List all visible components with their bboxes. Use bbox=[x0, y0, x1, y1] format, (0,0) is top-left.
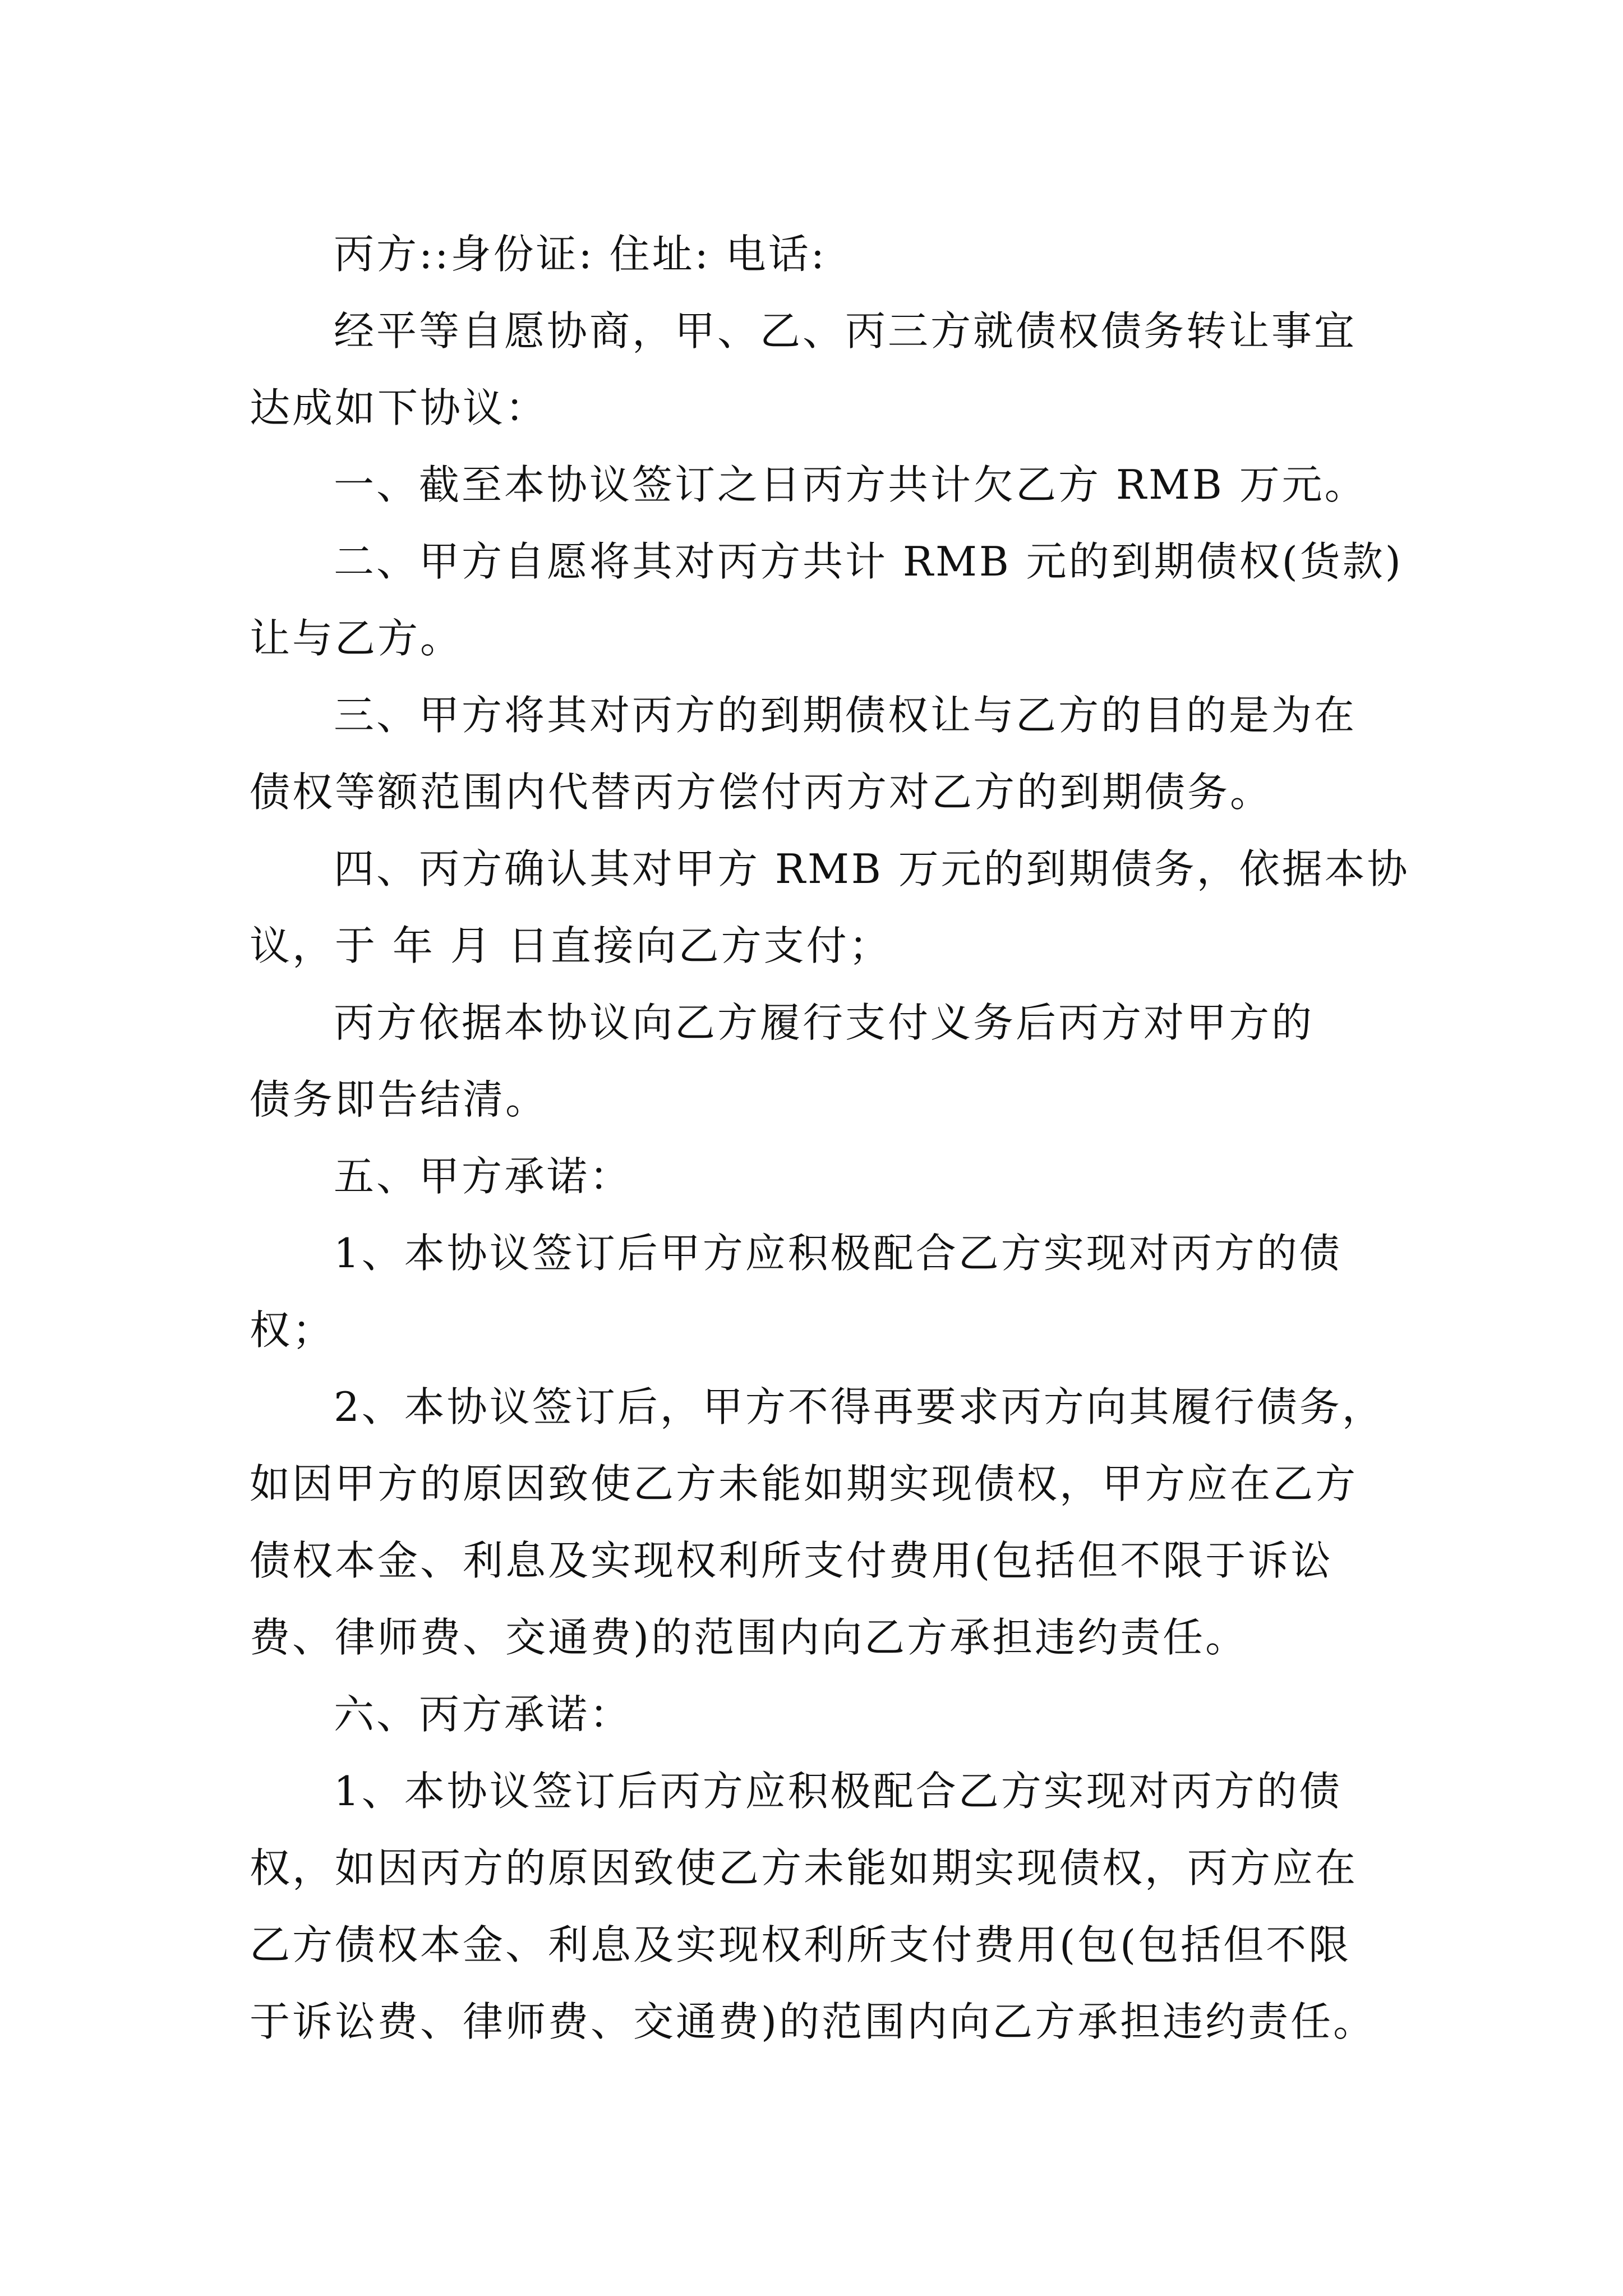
party-c-info-line: 丙方::身份证: 住址: 电话: bbox=[334, 231, 827, 278]
preamble-line: 经平等自愿协商，甲、乙、丙三方就债权债务转让事宜 bbox=[334, 307, 1357, 355]
clause-5-item-1-line: 权； bbox=[250, 1306, 335, 1354]
clause-4-note-line: 丙方依据本协议向乙方履行支付义务后丙方对甲方的 bbox=[334, 999, 1315, 1046]
clause-2-line: 二、甲方自愿将其对丙方共计 RMB 元的到期债权(货款) bbox=[334, 538, 1403, 585]
clause-6-item-1-line: 权，如因丙方的原因致使乙方未能如期实现债权，丙方应在 bbox=[250, 1844, 1358, 1892]
clause-5-item-2-line: 债权本金、利息及实现权利所支付费用(包括但不限于诉讼 bbox=[250, 1537, 1334, 1584]
clause-5-item-2-line: 2、本协议签订后，甲方不得再要求丙方向其履行债务， bbox=[334, 1383, 1385, 1430]
clause-4-line: 议，于 年 月 日直接向乙方支付； bbox=[250, 922, 892, 969]
clause-3-line: 债权等额范围内代替丙方偿付丙方对乙方的到期债务。 bbox=[250, 769, 1273, 816]
clause-6-heading: 六、丙方承诺： bbox=[334, 1691, 633, 1738]
clause-1-line: 一、截至本协议签订之日丙方共计欠乙方 RMB 万元。 bbox=[334, 461, 1367, 508]
clause-4-line: 四、丙方确认其对甲方 RMB 万元的到期债务，依据本协 bbox=[334, 845, 1410, 892]
clause-2-line: 让与乙方。 bbox=[250, 615, 463, 662]
document-body bbox=[250, 216, 1410, 2060]
clause-6-item-1-line: 于诉讼费、律师费、交通费)的范围内向乙方承担违约责任。 bbox=[250, 1998, 1376, 2045]
clause-6-item-1-line: 1、本协议签订后丙方应积极配合乙方实现对丙方的债 bbox=[334, 1768, 1342, 1815]
clause-5-item-2-line: 费、律师费、交通费)的范围内向乙方承担违约责任。 bbox=[250, 1614, 1248, 1661]
clause-5-item-2-line: 如因甲方的原因致使乙方未能如期实现债权，甲方应在乙方 bbox=[250, 1460, 1358, 1507]
clause-4-note-line: 债务即告结清。 bbox=[250, 1076, 548, 1123]
clause-5-heading: 五、甲方承诺： bbox=[334, 1153, 633, 1200]
clause-6-item-1-line: 乙方债权本金、利息及实现权利所支付费用(包(包括但不限 bbox=[250, 1921, 1352, 1968]
preamble-line: 达成如下协议： bbox=[250, 384, 548, 431]
clause-5-item-1-line: 1、本协议签订后甲方应积极配合乙方实现对丙方的债 bbox=[334, 1230, 1342, 1277]
clause-3-line: 三、甲方将其对丙方的到期债权让与乙方的目的是为在 bbox=[334, 692, 1357, 739]
